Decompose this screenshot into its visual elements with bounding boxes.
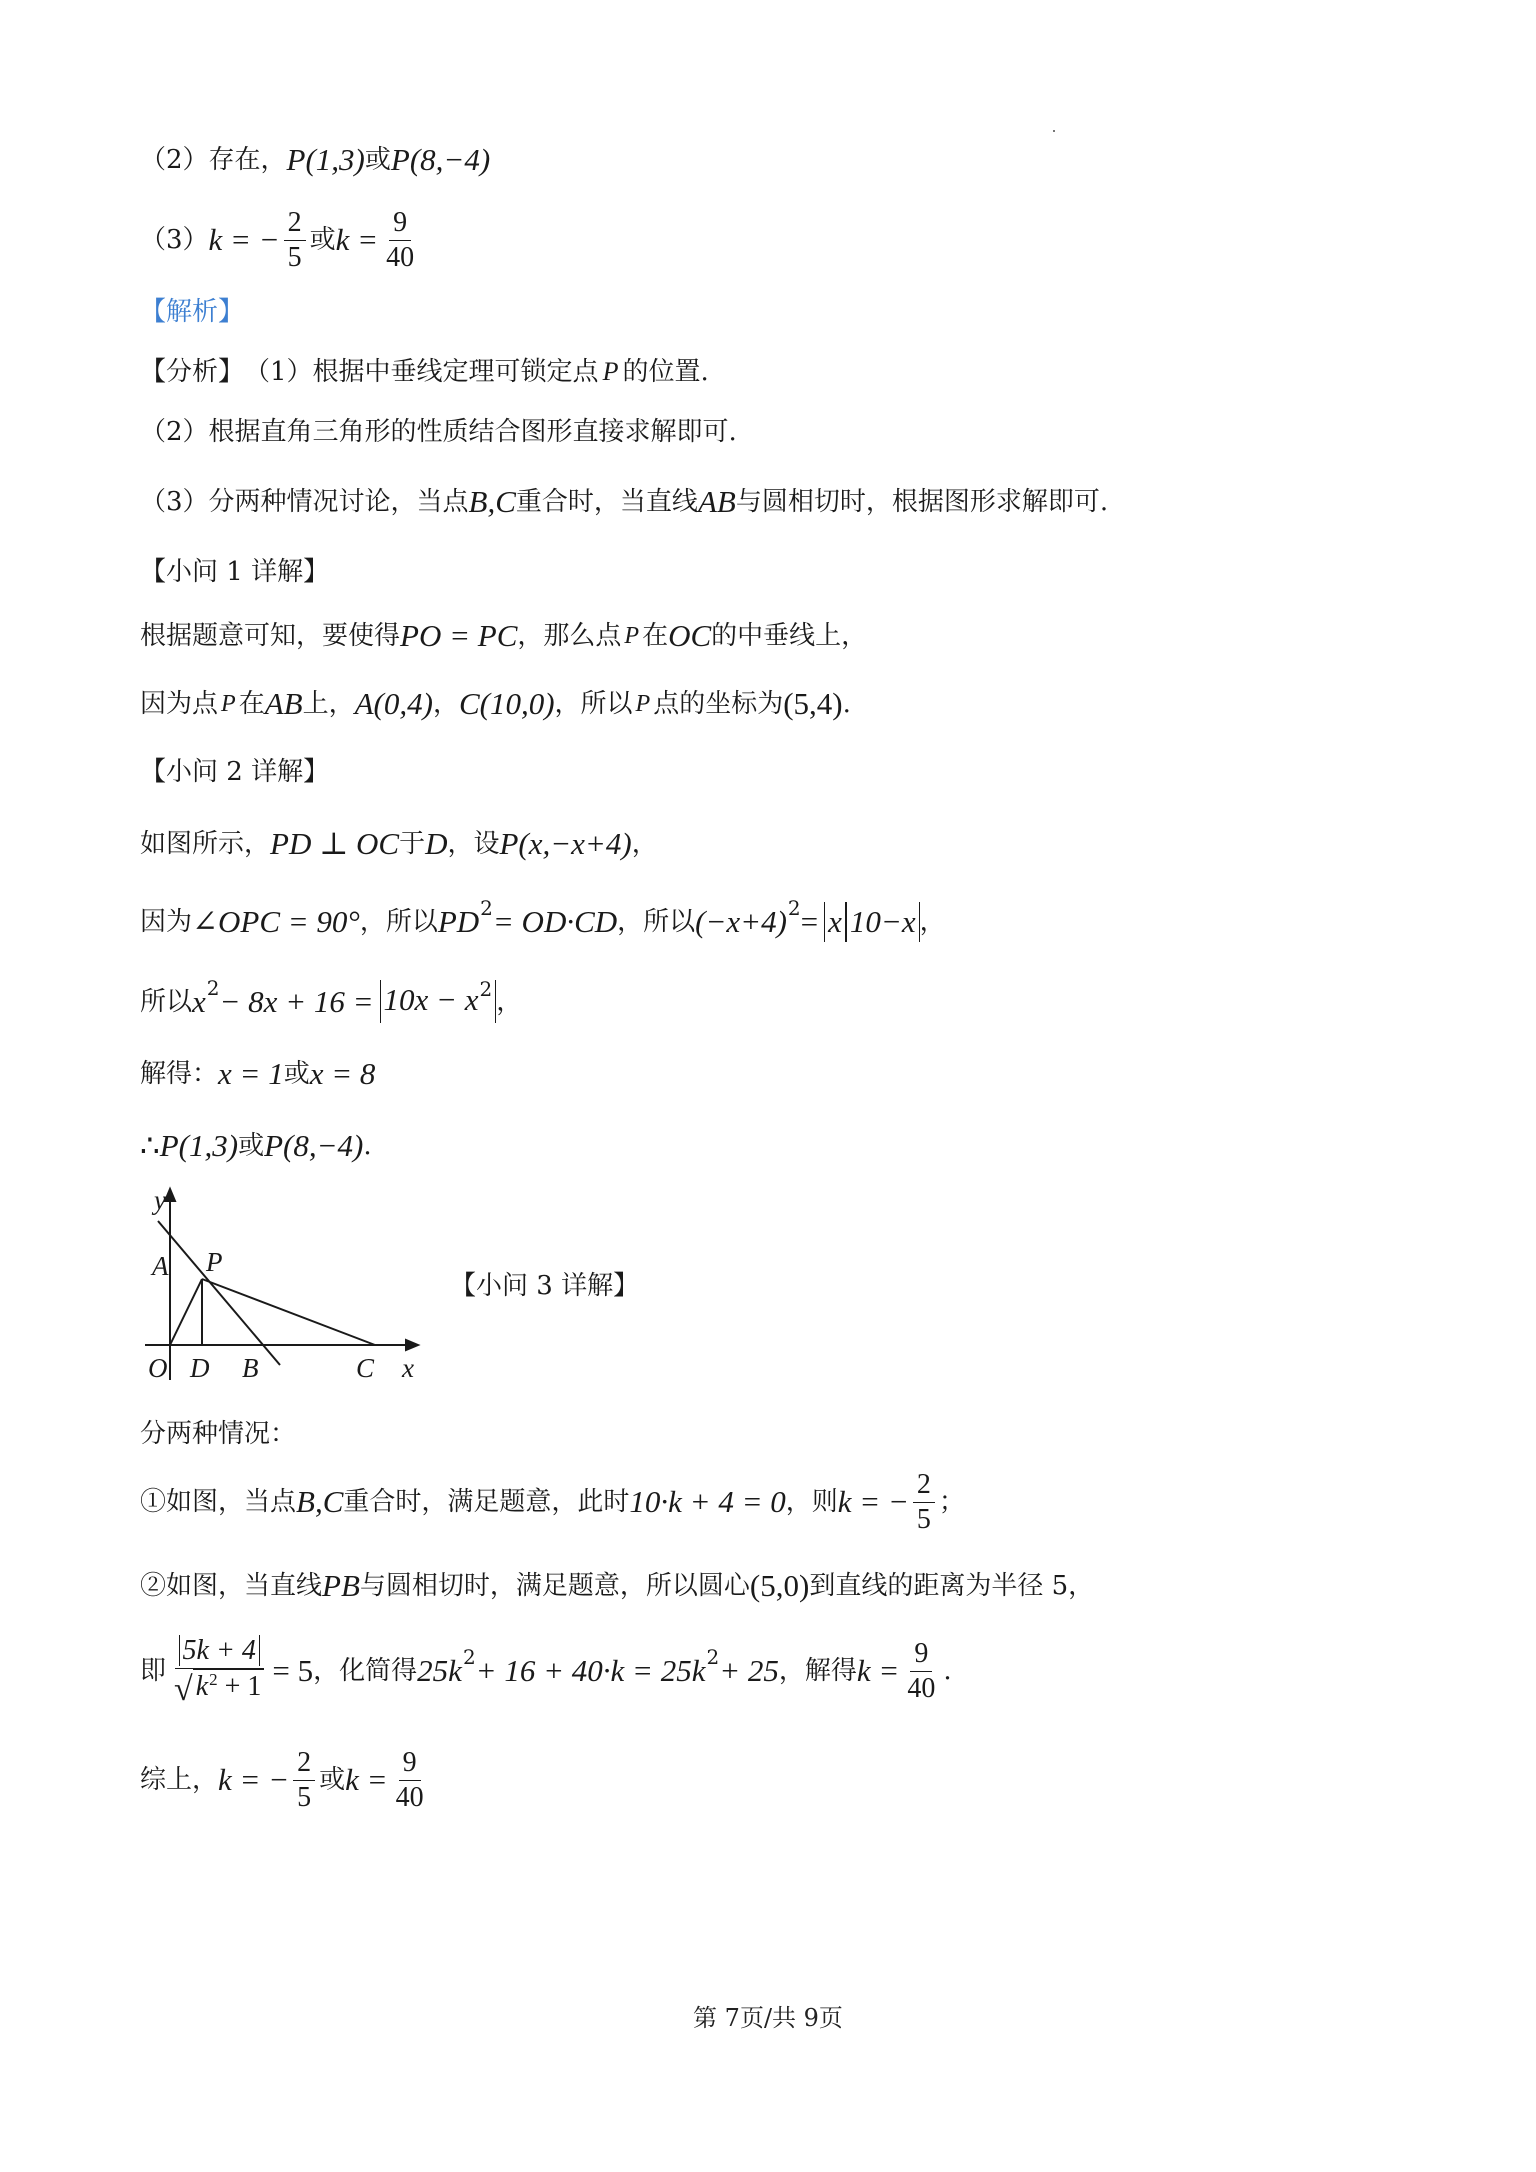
math: ∴ — [140, 1128, 160, 1163]
text: 解得： — [140, 1059, 219, 1089]
text: 点的坐标为 — [653, 689, 784, 719]
den: 40 — [386, 241, 415, 273]
label: （2）存在， — [140, 145, 287, 175]
math: k — [195, 1670, 209, 1702]
label-p: P — [206, 1247, 223, 1277]
fenxi-3 — [140, 482, 1108, 522]
den: 40 — [395, 1781, 424, 1813]
text: 重合时，当直线 — [515, 487, 698, 517]
q3-heading: 【小问 3 详解】 — [450, 1271, 640, 1301]
fraction — [913, 1468, 935, 1537]
abs: 10−x — [846, 902, 920, 942]
q2-line-5 — [140, 1126, 372, 1166]
text: ，所以 — [554, 689, 633, 719]
y-arrow — [165, 1189, 175, 1201]
math: P — [602, 357, 619, 386]
num: 2 — [913, 1468, 935, 1503]
math: = 5 — [272, 1653, 314, 1688]
sup: 2 — [462, 1645, 476, 1669]
x-arrow — [406, 1340, 418, 1350]
q1-line-2 — [140, 684, 851, 724]
den: 5 — [297, 1781, 312, 1813]
fenxi-2: （2）根据直角三角形的性质结合图形直接求解即可. — [140, 417, 737, 447]
math: PD — [437, 904, 480, 939]
line-ab — [158, 1221, 280, 1365]
den: 40 — [907, 1672, 936, 1704]
math: (−x+4) — [695, 904, 787, 939]
q3-line-2 — [140, 1462, 965, 1542]
text: ，所以 — [617, 907, 696, 937]
answer-2 — [140, 140, 490, 180]
label-y: y — [154, 1185, 166, 1215]
math: P(1,3) — [286, 142, 365, 177]
den: 5 — [916, 1503, 931, 1535]
radicand — [193, 1669, 265, 1707]
math: A(0,4) — [354, 686, 433, 721]
math: P(x,−x+4) — [499, 826, 632, 861]
fraction — [903, 1637, 939, 1706]
math: C(10,0) — [458, 686, 555, 721]
den — [170, 1669, 268, 1709]
text: 即 — [140, 1656, 167, 1686]
q1-heading: 【小问 1 详解】 — [140, 557, 330, 587]
math: + 16 + 40·k = 25k — [475, 1653, 706, 1688]
label-c: C — [356, 1353, 375, 1383]
text: （1）根据中垂线定理可锁定点 — [244, 357, 599, 387]
text: 的位置. — [622, 357, 709, 387]
text: 或 — [309, 225, 336, 255]
abs: 5k + 4 — [179, 1635, 260, 1666]
math: B,C — [296, 1484, 344, 1519]
text: . — [943, 1656, 952, 1686]
text: 的中垂线上， — [711, 621, 868, 651]
fenxi-1 — [140, 352, 709, 392]
text: 根据题意可知，要使得 — [140, 621, 401, 651]
label-o: O — [148, 1353, 168, 1383]
heading: 【分析】 — [140, 357, 245, 387]
math: P — [221, 691, 236, 717]
section-jiexi: 【解析】 — [140, 297, 245, 327]
sup: 2 — [479, 977, 493, 1001]
sup: 2 — [787, 896, 801, 920]
math: (5,0) — [749, 1568, 810, 1603]
page-footer: 第 7页/共 9页 — [693, 2004, 843, 2032]
math: B,C — [468, 484, 516, 519]
segment-op — [170, 1279, 202, 1345]
text: . — [842, 689, 851, 719]
math: k = − — [837, 1484, 909, 1519]
q3-line-1: 分两种情况： — [140, 1419, 297, 1449]
math: − 8x + 16 = — [219, 983, 374, 1019]
text: ，所以 — [359, 907, 438, 937]
q2-line-1 — [140, 824, 658, 864]
math: ∠OPC = 90° — [192, 904, 360, 939]
text: ， — [919, 907, 946, 937]
label-x: x — [402, 1353, 414, 1383]
summary-line — [140, 1740, 432, 1820]
num: 9 — [399, 1746, 421, 1781]
abs: x — [824, 902, 846, 942]
math: (5,4) — [783, 686, 843, 721]
text: ②如图，当直线 — [140, 1571, 323, 1601]
text: 或 — [283, 1059, 310, 1089]
text: ， — [631, 829, 658, 859]
den: 5 — [287, 241, 302, 273]
text: ， — [432, 689, 459, 719]
sup: 2 — [706, 1645, 720, 1669]
text: 因为 — [140, 907, 193, 937]
text: 重合时，满足题意，此时 — [343, 1487, 630, 1517]
math: P — [624, 623, 640, 649]
math: P — [635, 691, 651, 717]
num: 2 — [284, 206, 306, 241]
text: 因为点 — [140, 689, 219, 719]
q3-line-3 — [140, 1566, 1094, 1606]
fraction — [392, 1746, 428, 1815]
fraction — [382, 206, 418, 275]
text: 与圆相切时，根据图形求解即可. — [735, 487, 1109, 517]
text: ，则 — [785, 1487, 838, 1517]
text: 如图所示， — [140, 829, 271, 859]
math: x = 1 — [218, 1056, 284, 1091]
text: . — [363, 1131, 372, 1161]
text: ，设 — [447, 829, 500, 859]
math: k = − — [218, 1762, 290, 1797]
math: AB — [697, 484, 736, 519]
text: ， — [496, 986, 523, 1017]
math: k = − — [208, 222, 280, 257]
abs — [380, 977, 497, 1023]
text: 在 — [238, 689, 265, 719]
num: 9 — [389, 206, 411, 241]
speck — [1053, 130, 1055, 132]
math: PB — [322, 1568, 360, 1603]
math: k = — [335, 222, 379, 257]
math: 10x − x — [383, 982, 479, 1017]
math: P(8,−4) — [390, 142, 491, 177]
text: 与圆相切时，满足题意，所以圆心 — [359, 1571, 750, 1601]
text: 或 — [319, 1765, 346, 1795]
q2-heading: 【小问 2 详解】 — [140, 757, 330, 787]
text: 或 — [238, 1131, 265, 1161]
num — [175, 1634, 264, 1669]
sup: 2 — [209, 1669, 218, 1689]
q1-line-1 — [140, 616, 867, 656]
q2-line-3 — [140, 975, 523, 1023]
sup: 2 — [206, 975, 220, 1000]
text: ①如图，当点 — [140, 1487, 297, 1517]
math: k = — [345, 1762, 388, 1797]
text: 或 — [364, 145, 391, 175]
label: （3） — [140, 225, 209, 255]
math: 25k — [417, 1653, 462, 1688]
math: PD ⊥ OC — [270, 826, 400, 861]
math: AB — [264, 686, 303, 721]
math: = OD·CD — [492, 904, 618, 939]
text: 综上， — [140, 1765, 219, 1795]
text: ，那么点 — [517, 621, 622, 651]
math: + 25 — [719, 1653, 779, 1688]
segment-pc — [202, 1279, 375, 1345]
label-d: D — [190, 1353, 210, 1383]
math: 10·k + 4 = 0 — [629, 1484, 786, 1519]
label-a: A — [152, 1251, 169, 1281]
math: PO = PC — [400, 618, 518, 653]
num: 2 — [293, 1746, 315, 1781]
radical-sign: √ — [174, 1670, 193, 1708]
text: 所以 — [140, 986, 193, 1017]
sup: 2 — [480, 896, 493, 920]
text: （3）分两种情况讨论，当点 — [140, 487, 469, 517]
math: P(8,−4) — [264, 1128, 364, 1163]
math: D — [425, 826, 448, 861]
geometry-figure — [140, 1185, 430, 1400]
text: ； — [938, 1487, 965, 1517]
text: 于 — [399, 829, 426, 859]
math: x = 8 — [309, 1056, 376, 1091]
q3-line-4 — [140, 1626, 952, 1716]
text: 在 — [642, 621, 669, 651]
math: k = — [856, 1653, 900, 1688]
text: ，化简得 — [313, 1656, 418, 1686]
fraction — [284, 206, 306, 275]
text: 上， — [302, 689, 355, 719]
math: P(1,3) — [159, 1128, 239, 1163]
math: x — [192, 983, 206, 1019]
text: 到直线的距离为半径 5， — [809, 1571, 1095, 1601]
q2-line-4 — [140, 1054, 375, 1094]
math: OC — [668, 618, 712, 653]
q2-line-2 — [140, 896, 946, 942]
answer-3 — [140, 200, 422, 280]
label-b: B — [242, 1353, 259, 1383]
num: 9 — [910, 1637, 932, 1672]
text: ，解得 — [778, 1656, 857, 1686]
math: + 1 — [217, 1670, 262, 1702]
fraction — [170, 1634, 268, 1709]
math: = — [800, 904, 819, 939]
fraction — [293, 1746, 315, 1815]
sqrt — [174, 1669, 264, 1707]
